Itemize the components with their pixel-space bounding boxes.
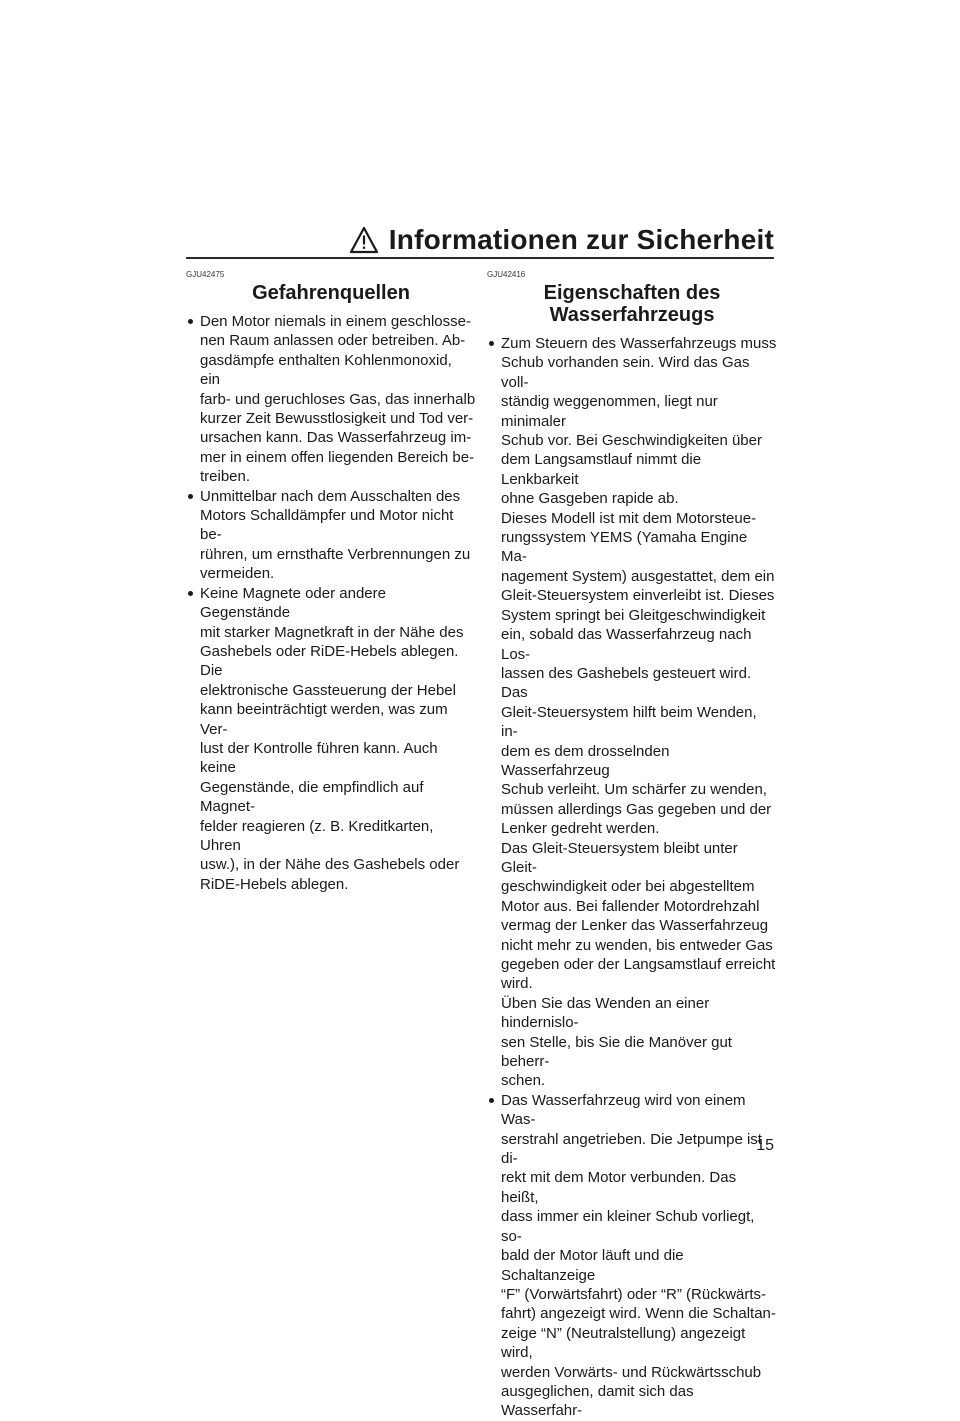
- page-header: [186, 222, 774, 258]
- list-item-text: Unmittelbar nach dem Ausschalten des Motors Schalldämpfer und Motor nicht be- rühren, um ernsthafte Verbrennungen zu vermeiden.: [200, 487, 471, 583]
- characteristics-list: [487, 334, 777, 1421]
- list-item: [186, 584, 476, 895]
- right-column: [487, 270, 777, 1421]
- section-title-eigenschaften: Eigenschaften des Wasserfahrzeugs: [543, 282, 721, 326]
- list-item: [487, 1091, 777, 1421]
- list-item-text: Das Wasserfahrzeug wird von einem Was- serstrahl angetrieben. Die Jetpumpe ist di- rekt mit dem Motor verbunden. Das heißt, dass immer ein kleiner Schub vorliegt, so- bald der Motor läuft und die Schaltanzeige “F” (Vorwärtsfahrt) oder “R” (Rückwärts- fahrt) angezeigt wird. Wenn die Schaltan- zeige “N” (Neutralstellung) angezeigt wird, werden Vorwärts- und Rückwärtsschub ausgeglichen, damit sich das Wasserfahr-: [501, 1091, 776, 1420]
- section-title-gefahrenquellen: Gefahrenquellen: [252, 282, 410, 304]
- page-number: 15: [756, 1137, 774, 1154]
- list-item-text: Keine Magnete oder andere Gegenstände mit starker Magnetkraft in der Nähe des Gashebels oder RiDE-Hebels ablegen. Die elektronische Gassteuerung der Hebel kann beeinträchtigt werden, was zum Ver- lust der Kontrolle führen kann. Auch keine Gegenstände, die empfindlich auf Magnet- felder reagieren (z. B. Kreditkarten, Uhren usw.), in der Nähe des Gashebels oder RiDE-Hebels ablegen.: [200, 584, 464, 893]
- list-item: [487, 334, 777, 1091]
- hazard-list: [186, 312, 476, 894]
- section-code: GJU42416: [487, 270, 526, 279]
- header-divider: [186, 257, 774, 259]
- list-item: [186, 312, 476, 487]
- list-item: [186, 487, 476, 584]
- left-column: [186, 270, 476, 894]
- page-title: Informationen zur Sicherheit: [388, 224, 774, 255]
- section-code: GJU42475: [186, 270, 225, 279]
- list-item-text: Zum Steuern des Wasserfahrzeugs muss Schub vorhanden sein. Wird das Gas voll- ständig weggenommen, liegt nur minimaler Schub vor. Bei Geschwindigkeiten über dem Langsamstlauf nimmt die Lenkbarkeit ohne Gasgeben rapide ab. Dieses Modell ist mit dem Motorsteue- rungssystem YEMS (Yamaha Engine Ma- nagement System) ausgestattet, dem ein Gleit-Steuersystem einverleibt ist. Dieses System springt bei Gleitgeschwindigkeit ein, sobald das Wasserfahrzeug nach Los- lassen des Gashebels gesteuert wird. Das Gleit-Steuersystem hilft beim Wenden, in- dem es dem drosselnden Wasserfahrzeug Schub verleiht. Um schärfer zu wenden, müssen allerdings Gas gegeben und der Lenker gedreht werden. Das Gleit-Steuersystem bleibt unter Gleit- geschwindigkeit oder bei abgestelltem Motor aus. Bei fallender Motordrehzahl vermag der Lenker das Wasserfahrzeug nicht mehr zu wenden, bis entweder Gas gegeben oder der Langsamstlauf erreicht wird. Üben Sie das Wenden an einer hindernislo- sen Stelle, bis Sie die Manöver gut beherr- schen.: [501, 335, 777, 1090]
- list-item-text: Den Motor niemals in einem geschlosse- nen Raum anlassen oder betreiben. Ab- gasdämpfe enthalten Kohlenmonoxid, ein farb- und geruchloses Gas, das innerhalb kurzer Zeit Bewusstlosigkeit und Tod ver- ursachen kann. Das Wasserfahrzeug im- mer in einem offen liegenden Bereich be- treiben.: [200, 313, 476, 486]
- warning-triangle-icon: [349, 225, 379, 255]
